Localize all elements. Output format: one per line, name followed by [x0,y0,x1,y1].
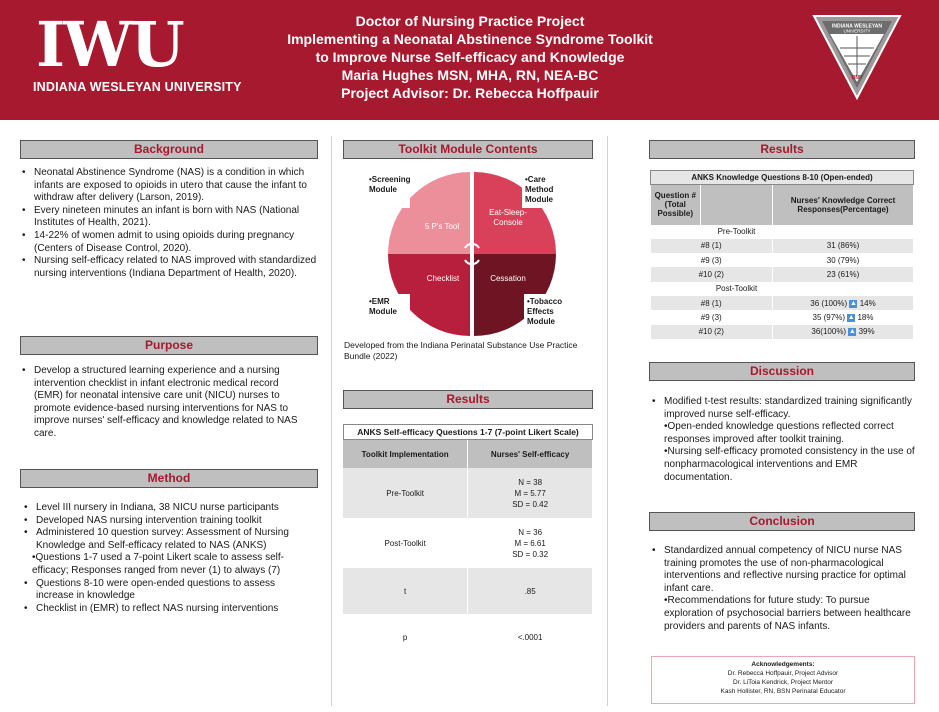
likert-row-label: t [343,568,468,614]
tobacco-module-box [524,294,572,334]
method-item: • Administered 10 question survey: Assessment of Nursing Knowledge and Self-efficacy related to NAS (ANKS) [22,527,292,552]
method-subitem: •Questions 1-7 used a 7-point Likert scale to assess self-efficacy; Responses ranged from never (1) to always (7) [32,552,284,576]
purpose-list [20,365,298,441]
discussion-text [650,396,916,484]
badge-bottom-text: UNIVERSITY [843,28,871,34]
background-item: • 14-22% of women admit to using opioids during pregnancy (Centers of Disease Control, 2020). [20,230,318,255]
acknowledgement-line: Dr. LiToia Kendrick, Project Mentor [732,679,834,686]
quadrant-tool-label: 5 P's Tool [424,222,460,231]
emr-module-label: •EMR Module [369,297,397,316]
tobacco-module-label: •Tobacco Effects Module [527,297,563,326]
up-arrow-icon: ▲ [849,299,857,307]
conclusion-line: •Recommendations for future study: To pursue exploration of psychosocial barriers between healthcare providers and parents of NAS infants. [664,595,911,632]
purpose-heading: Purpose [20,336,318,355]
knowledge-question: #10 (2) [651,325,773,339]
discussion-heading: Discussion [649,362,915,381]
likert-table-caption: ANKS Self-efficacy Questions 1-7 (7-point Likert Scale) [343,424,593,440]
background-item: • Every nineteen minutes an infant is born with NAS (National Institutes of Health, 2021). [20,205,318,230]
method-item: • Developed NAS nursing intervention training toolkit [22,515,292,528]
knowledge-cell [773,296,914,310]
project-type: Doctor of Nursing Practice Project [355,13,585,29]
knowledge-value: 36(100%) [811,327,847,337]
knowledge-value: 35 (97%) [812,312,845,322]
acknowledgements-title: Acknowledgements: [751,661,815,668]
logo-letters: IWU [36,8,183,81]
knowledge-question: #8 (1) [651,296,773,310]
likert-row-label: Post-Toolkit [343,518,468,568]
knowledge-cell [773,310,914,324]
knowledge-col-question: Question # (Total Possible) [651,185,701,225]
conclusion-text [650,545,912,633]
acknowledgement-line: Kash Hollister, RN, BSN Perinatal Educator [720,688,846,695]
emr-module-box [366,294,410,330]
post-toolkit-label: Post-Toolkit [701,282,773,296]
quadrant-checklist-label: Checklist [426,274,460,283]
toolkit-heading: Toolkit Module Contents [343,140,593,159]
background-item: • Nursing self-efficacy related to NAS improved with standardized nursing interventions (Indiana Department of Health, 2020). [20,255,318,280]
acknowledgements-box [651,656,915,704]
results-right-heading: Results [649,140,915,159]
method-heading: Method [20,469,318,488]
up-arrow-icon: ▲ [847,313,855,321]
background-list [20,167,318,280]
background-item: • Neonatal Abstinence Syndrome (NAS) is a condition in which infants are exposed to opioids in utero that cause the infant to withdraw after delivery (Larson, 2019). [20,167,318,205]
likert-table [343,424,593,660]
method-item: • Level III nursery in Indiana, 38 NICU nurse participants [22,502,292,515]
likert-col-efficacy: Nurses' Self-efficacy [468,440,593,468]
likert-row-label: Pre-Toolkit [343,468,468,518]
quadrant-esc-label: Eat-Sleep-Console [489,208,527,227]
badge-top-text: INDIANA WESLEYAN [832,23,882,30]
knowledge-value: 23 (61%) [773,267,914,281]
care-module-box [522,172,566,208]
project-title-line1: Implementing a Neonatal Abstinence Syndrome Toolkit [287,31,653,47]
knowledge-value: 31 (86%) [773,239,914,253]
up-arrow-icon: ▲ [848,328,856,336]
discussion-item: • Modified t-test results: standardized training significantly improved nurse self-efficacy. [650,396,916,421]
title-block [230,12,710,102]
purpose-item: • Develop a structured learning experience and a nursing intervention checklist in infant electronic medical record (EMR) for neonatal intensive care unit (NICU) nurses to promote evidence-based nursing interventions for NAS to improve nurses' self-efficacy and knowledge related to NAS care. [20,365,298,441]
likert-row-value: .85 [468,568,593,614]
likert-row-label: p [343,614,468,660]
column-divider [607,136,608,706]
knowledge-increase: 39% [858,327,875,337]
badge-dnp-text: DNP [851,75,863,81]
quadrant-cessation-label: Cessation [490,274,526,283]
likert-col-implementation: Toolkit Implementation [343,440,468,468]
author: Maria Hughes MSN, MHA, RN, NEA-BC [341,67,599,83]
knowledge-question: #9 (3) [651,253,773,267]
method-item: • Checklist in (EMR) to reflect NAS nursing interventions [22,603,292,616]
dnp-badge-icon [812,12,902,100]
toolkit-caption: Developed from the Indiana Perinatal Substance Use Practice Bundle (2022) [344,340,578,361]
pre-toolkit-label: Pre-Toolkit [701,225,773,239]
knowledge-col-responses: Nurses' Knowledge Correct Responses(Percentage) [773,185,914,225]
knowledge-value: 36 (100%) [810,298,848,308]
conclusion-item: • Standardized annual competency of NICU nurse NAS training promotes the use of non-pharmacological interventions and reflective nursing practice for optimal infant care. [650,545,912,595]
poster-header [0,0,939,120]
advisor: Project Advisor: Dr. Rebecca Hoffpauir [341,85,599,101]
acknowledgement-line: Dr. Rebecca Hoffpauir, Project Advisor [727,670,839,677]
likert-row-value: N = 36 M = 6.61 SD = 0.32 [468,518,593,568]
method-item: • Questions 8-10 were open-ended questions to assess increase in knowledge [22,578,292,603]
logo-university-name: INDIANA WESLEYAN UNIVERSITY [33,80,242,94]
results-mid-heading: Results [343,390,593,409]
likert-row-value: N = 38 M = 5.77 SD = 0.42 [468,468,593,518]
iwu-logo [30,8,242,102]
knowledge-question: #10 (2) [651,267,773,281]
method-list [22,502,292,615]
background-heading: Background [20,140,318,159]
screening-module-label: •Screening Module [369,175,411,194]
knowledge-question: #8 (1) [651,239,773,253]
column-divider [331,136,332,706]
toolkit-module-diagram [362,168,582,338]
discussion-line: •Open-ended knowledge questions reflected correct responses improved after toolkit training. [664,421,894,445]
conclusion-heading: Conclusion [649,512,915,531]
knowledge-value: 30 (79%) [773,253,914,267]
care-module-label: •Care Method Module [525,175,554,204]
knowledge-table [650,170,914,339]
likert-row-value: <.0001 [468,614,593,660]
knowledge-question: #9 (3) [651,310,773,324]
screening-module-box [366,172,410,208]
knowledge-increase: 14% [859,298,876,308]
discussion-line: •Nursing self-efficacy promoted consistency in the use of nonpharmacological interventions and EMR documentation. [664,446,915,483]
knowledge-cell [773,325,914,339]
knowledge-table-caption: ANKS Knowledge Questions 8-10 (Open-ended) [651,171,914,185]
project-title-line2: to Improve Nurse Self-efficacy and Knowledge [315,49,625,65]
knowledge-increase: 18% [857,312,874,322]
